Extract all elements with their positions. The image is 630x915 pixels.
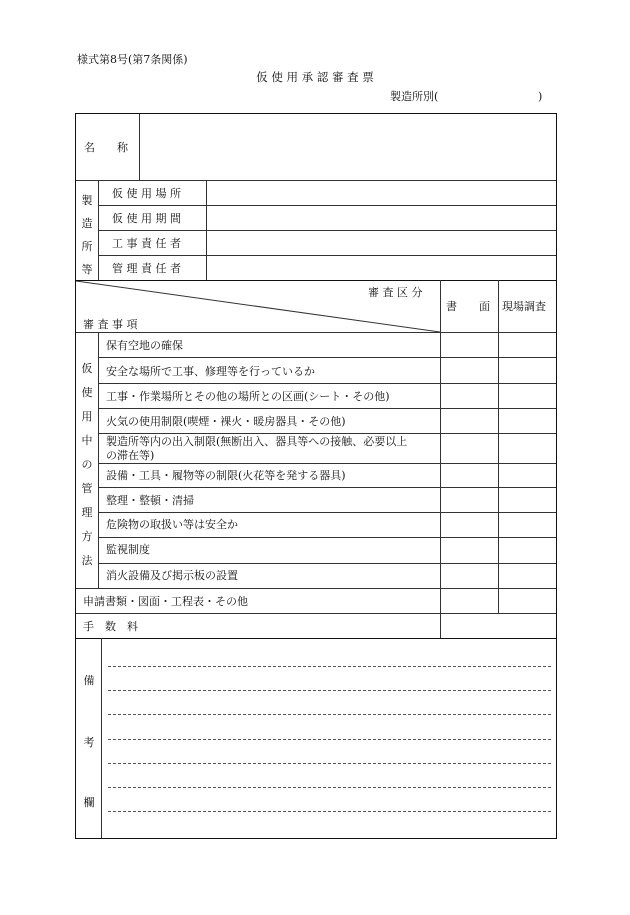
management-item: 火気の使用制限(喫煙・裸火・暖房器具・その他): [106, 415, 346, 428]
management-item: 製造所等内の出入制限(無断出入、器具等への接触、必要以上: [106, 435, 408, 448]
document-title: 仮 使 用 承 認 審 査 票: [256, 70, 374, 84]
management-item: 消火設備及び掲示板の設置: [106, 569, 238, 582]
temporary-use-location-label: 仮 使 用 場 所: [112, 187, 181, 200]
remarks-line: [108, 787, 551, 788]
divider: [98, 357, 556, 358]
management-char: 中: [81, 434, 93, 447]
divider: [98, 433, 556, 434]
management-item: 設備・工具・履物等の制限(火花等を発する器具): [106, 469, 346, 482]
management-char: 使: [81, 386, 93, 399]
divider: [76, 588, 556, 589]
remarks-char: 備: [83, 674, 95, 687]
management-item: 危険物の取扱い等は安全か: [106, 518, 238, 531]
remarks-line: [108, 739, 551, 740]
management-char: 管: [81, 482, 93, 495]
management-item-continued: の滞在等): [106, 449, 155, 462]
management-item: 監視制度: [106, 543, 150, 556]
review-items-label: 審 査 事 項: [83, 318, 138, 331]
remarks-line: [108, 714, 551, 715]
remarks-char: 考: [83, 736, 95, 749]
management-item: 整理・整頓・清掃: [106, 494, 194, 507]
management-char: 仮: [81, 362, 93, 375]
divider: [98, 408, 556, 409]
remarks-line: [108, 811, 551, 812]
divider: [98, 463, 556, 464]
review-category-label: 審 査 区 分: [368, 286, 423, 299]
management-manager-label: 管 理 責 任 者: [112, 262, 181, 275]
remarks-char: 欄: [83, 796, 95, 809]
name-field[interactable]: [140, 114, 556, 180]
management-char: 方: [81, 530, 93, 543]
divider: [440, 280, 441, 639]
column-site-survey-header: 現場調査: [502, 300, 546, 313]
management-char: 理: [81, 506, 93, 519]
divider: [98, 487, 556, 488]
remarks-line: [108, 690, 551, 691]
divider: [98, 332, 99, 589]
plant-group-char: 製: [81, 194, 93, 207]
management-item: 工事・作業場所とその他の場所との区画(シート・その他): [106, 390, 390, 403]
management-item: 保有空地の確保: [106, 339, 183, 352]
plant-type-label: 製造所別(: [390, 90, 439, 103]
fee-field[interactable]: [441, 614, 556, 638]
construction-manager-field[interactable]: [207, 231, 556, 255]
construction-manager-label: 工 事 責 任 者: [112, 237, 181, 250]
temporary-use-location-field[interactable]: [207, 181, 556, 205]
remarks-line: [108, 666, 551, 667]
review-form-table: [75, 113, 557, 839]
management-char: の: [81, 458, 93, 471]
management-char: 法: [81, 554, 93, 567]
column-document-header: 書 面: [446, 300, 490, 313]
fee-label: 手 数 料: [83, 620, 138, 633]
temporary-use-period-label: 仮 使 用 期 間: [112, 212, 181, 225]
management-manager-field[interactable]: [207, 256, 556, 280]
plant-group-char: 造: [81, 217, 93, 230]
divider: [98, 563, 556, 564]
divider: [98, 537, 556, 538]
divider: [98, 383, 556, 384]
form-code: 様式第8号(第7条関係): [77, 53, 188, 66]
application-documents-label: 申請書類・図面・工程表・その他: [83, 595, 248, 608]
management-item: 安全な場所で工事、修理等を行っているか: [106, 365, 315, 378]
temporary-use-period-field[interactable]: [207, 206, 556, 230]
divider: [98, 512, 556, 513]
remarks-line: [108, 763, 551, 764]
management-char: 用: [81, 410, 93, 423]
plant-type-close: ): [538, 90, 543, 103]
plant-group-char: 等: [81, 263, 93, 276]
divider: [76, 332, 556, 333]
plant-group-char: 所: [81, 240, 93, 253]
name-label: 名 称: [84, 141, 128, 154]
